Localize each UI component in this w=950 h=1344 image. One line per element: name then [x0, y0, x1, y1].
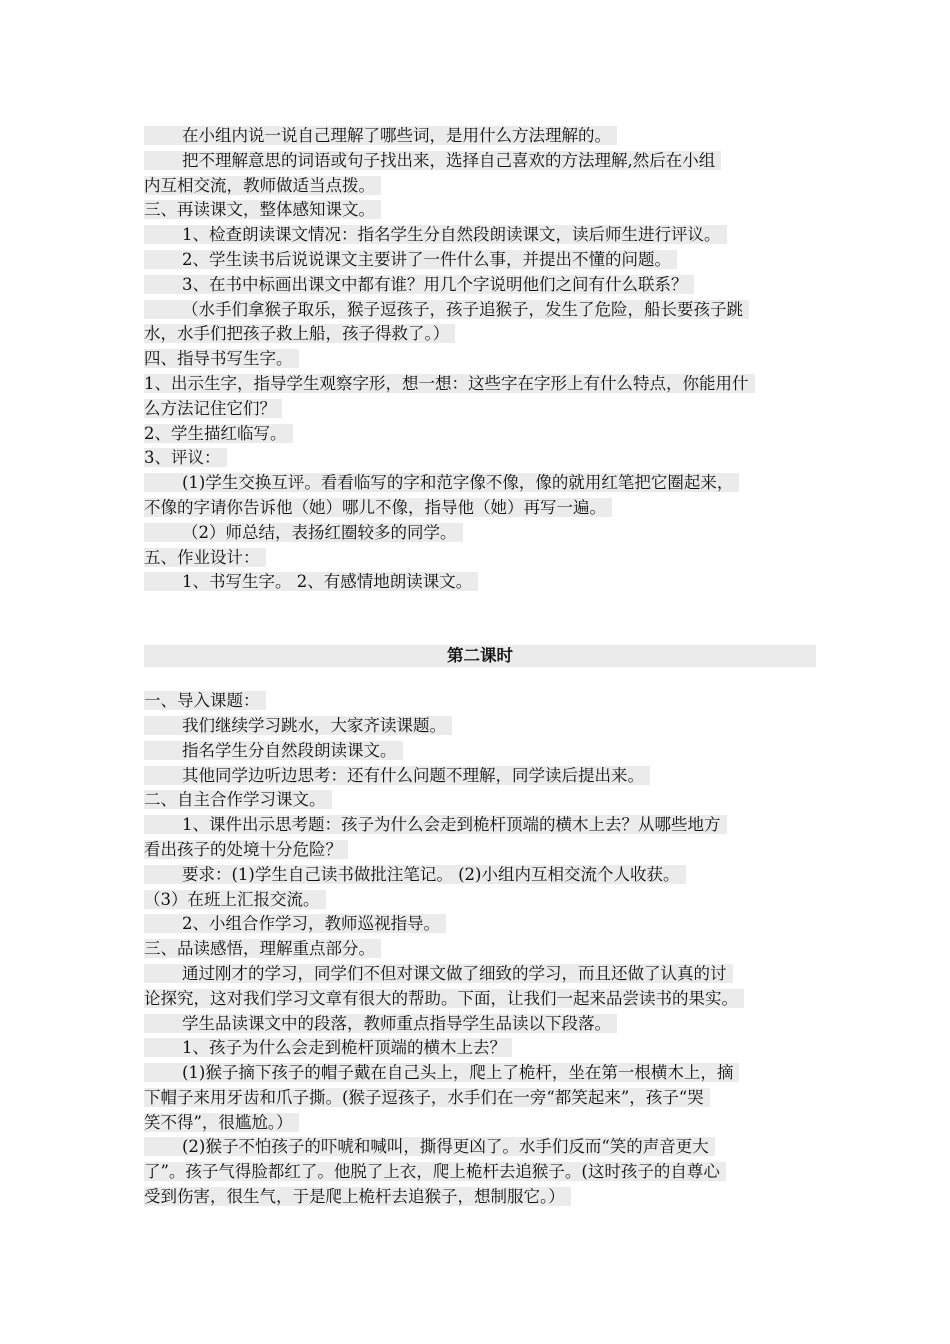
paragraph-line: (1)学生交换互评。看看临写的字和范字像不像，像的就用红笔把它圈起来， [144, 471, 824, 496]
paragraph-line: 笑不得”，很尴尬。） [144, 1111, 824, 1136]
paragraph-line: 2、学生读书后说说课文主要讲了一件什么事，并提出不懂的问题。 [144, 248, 824, 273]
spacer [144, 667, 824, 689]
paragraph-line: 2、学生描红临写。 [144, 422, 824, 447]
paragraph-line: 了”。孩子气得脸都红了。他脱了上衣，爬上桅杆去追猴子。(这时孩子的自尊心 [144, 1160, 824, 1185]
paragraph-line: （2）师总结，表扬红圈较多的同学。 [144, 521, 824, 546]
paragraph-line: 么方法记住它们？ [144, 397, 824, 422]
section-heading: 四、指导书写生字。 [144, 347, 824, 372]
paragraph-line: 内互相交流，教师做适当点拨。 [144, 174, 824, 199]
lesson-title: 第二课时 [144, 645, 816, 667]
section-heading: 三、品读感悟，理解重点部分。 [144, 937, 824, 962]
paragraph-line: 1、课件出示思考题：孩子为什么会走到桅杆顶端的横木上去？从哪些地方 [144, 813, 824, 838]
paragraph-line: 指名学生分自然段朗读课文。 [144, 739, 824, 764]
paragraph-line: 2、小组合作学习，教师巡视指导。 [144, 912, 824, 937]
section-heading: 一、导入课题： [144, 689, 824, 714]
section-second-lesson [144, 689, 824, 1210]
paragraph-line: 1、检查朗读课文情况：指名学生分自然段朗读课文，读后师生进行评议。 [144, 223, 824, 248]
paragraph-line: 在小组内说一说自己理解了哪些词，是用什么方法理解的。 [144, 124, 824, 149]
paragraph-line: 把不理解意思的词语或句子找出来，选择自己喜欢的方法理解,然后在小组 [144, 149, 824, 174]
paragraph-line: （水手们拿猴子取乐，猴子逗孩子，孩子追猴子，发生了危险，船长要孩子跳 [144, 298, 824, 323]
paragraph-line: 不像的字请你告诉他（她）哪儿不像，指导他（她）再写一遍。 [144, 496, 824, 521]
paragraph-line: 水，水手们把孩子救上船，孩子得救了。） [144, 322, 824, 347]
document-body [144, 124, 824, 1210]
paragraph-line: 1、书写生字。 2、有感情地朗读课文。 [144, 570, 824, 595]
paragraph-line: (2)猴子不怕孩子的吓唬和喊叫，撕得更凶了。水手们反而“笑的声音更大 [144, 1135, 824, 1160]
paragraph-line: 3、评议： [144, 446, 824, 471]
section-heading: 三、再读课文，整体感知课文。 [144, 198, 824, 223]
paragraph-line: 通过刚才的学习，同学们不但对课文做了细致的学习，而且还做了认真的讨 [144, 962, 824, 987]
paragraph-line: 论探究，这对我们学习文章有很大的帮助。下面，让我们一起来品尝读书的果实。 [144, 987, 824, 1012]
paragraph-line: 受到伤害，很生气，于是爬上桅杆去追猴子，想制服它。） [144, 1185, 824, 1210]
paragraph-line: 看出孩子的处境十分危险？ [144, 838, 824, 863]
paragraph-line: 3、在书中标画出课文中都有谁？用几个字说明他们之间有什么联系？ [144, 273, 824, 298]
paragraph-line: （3）在班上汇报交流。 [144, 888, 824, 913]
paragraph-line: (1)猴子摘下孩子的帽子戴在自己头上，爬上了桅杆，坐在第一根横木上，摘 [144, 1061, 824, 1086]
section-heading: 五、作业设计： [144, 546, 824, 571]
paragraph-line: 要求：(1)学生自己读书做批注笔记。 (2)小组内互相交流个人收获。 [144, 863, 824, 888]
section-first-lesson [144, 124, 824, 595]
paragraph-line: 其他同学边听边思考：还有什么问题不理解，同学读后提出来。 [144, 764, 824, 789]
paragraph-line: 我们继续学习跳水，大家齐读课题。 [144, 714, 824, 739]
section-heading: 二、自主合作学习课文。 [144, 788, 824, 813]
paragraph-line: 学生品读课文中的段落，教师重点指导学生品读以下段落。 [144, 1012, 824, 1037]
paragraph-line: 下帽子来用牙齿和爪子撕。(猴子逗孩子，水手们在一旁“都笑起来”，孩子“哭 [144, 1086, 824, 1111]
paragraph-line: 1、出示生字，指导学生观察字形，想一想：这些字在字形上有什么特点，你能用什 [144, 372, 824, 397]
paragraph-line: 1、孩子为什么会走到桅杆顶端的横木上去？ [144, 1036, 824, 1061]
spacer [144, 595, 824, 645]
